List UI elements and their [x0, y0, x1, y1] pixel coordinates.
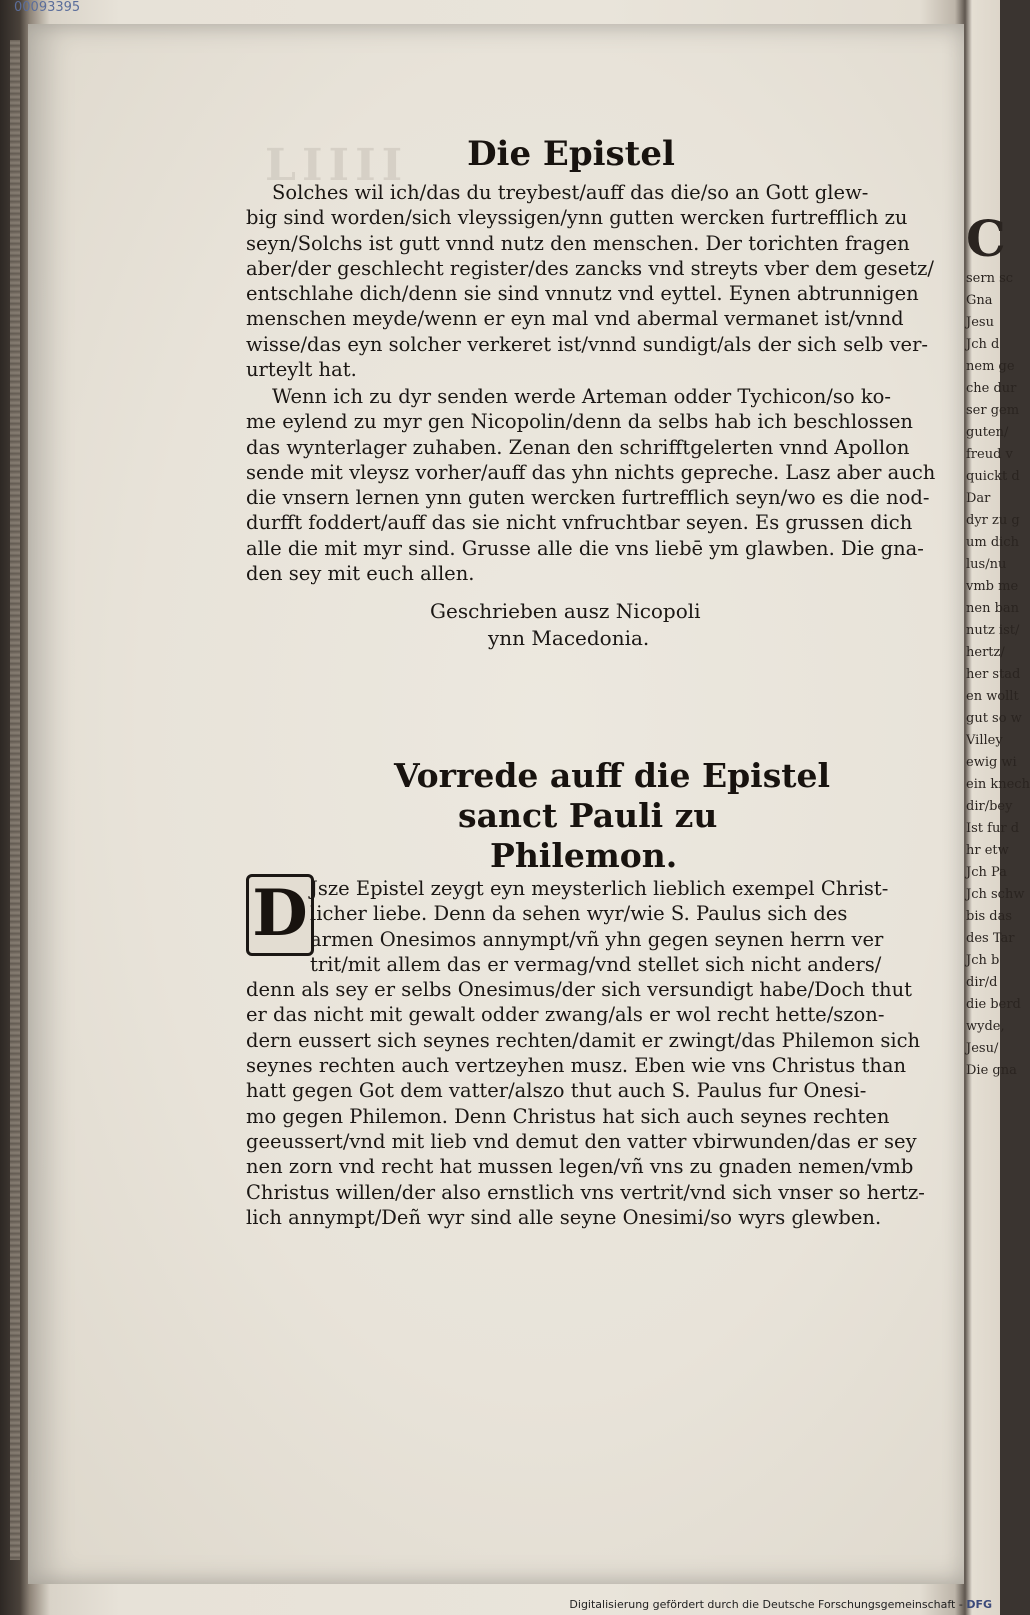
fragment-line: hertz/ — [966, 645, 1005, 660]
fragment-line: dir/bey — [966, 799, 1013, 814]
text-line: mo gegen Philemon. Denn Christus hat sich auch seynes rechten — [246, 1104, 890, 1128]
paragraph-1 — [246, 180, 934, 382]
text-line: armen Onesimos annympt/vñ yhn gegen seynen herrn ver — [310, 927, 884, 951]
fragment-line: nem ge — [966, 359, 1015, 374]
fragment-line: en wollt — [966, 689, 1019, 704]
colophon-line: ynn Macedonia. — [488, 626, 650, 650]
fragment-line: des Tar — [966, 931, 1015, 946]
fragment-line: freud v — [966, 447, 1013, 462]
paragraph-2 — [246, 384, 936, 586]
fragment-line: hr etw — [966, 843, 1009, 858]
fragment-line: Jch b — [966, 953, 1000, 968]
credit-text: Digitalisierung gefördert durch die Deutsche Forschungsgemeinschaft - — [569, 1598, 963, 1611]
text-line: denn als sey er selbs Onesimus/der sich versundigt habe/Doch thut — [246, 978, 912, 1002]
fragment-line: ein knech — [966, 777, 1030, 792]
heading-vorrede — [394, 756, 830, 876]
colophon — [430, 598, 701, 652]
fragment-line: Jch d — [966, 337, 1000, 352]
catalog-id: 00093395 — [14, 0, 81, 15]
text-line: durfft foddert/auff das sie nicht vnfruchtbar seyen. Es grussen dich — [246, 511, 913, 535]
fragment-line: wyde, — [966, 1019, 1005, 1034]
text-line: die vnsern lernen ynn guten wercken furtrefflich seyn/wo es die nod- — [246, 486, 930, 510]
fragment-line: C — [966, 209, 1006, 268]
fragment-line: sern sc — [966, 271, 1014, 286]
fragment-line: nutz ist/ — [966, 623, 1020, 638]
paragraph-3 — [246, 876, 925, 1230]
fragment-line: Gna — [966, 293, 993, 308]
heading-die-epistel: Die Epistel — [467, 134, 675, 174]
text-line: das wynterlager zuhaben. Zenan den schrifftgelerten vnnd Apollon — [246, 435, 910, 459]
fragment-line: Jch schw — [966, 887, 1025, 902]
fragment-line: vmb me — [966, 579, 1019, 594]
fragment-line: guten/ — [966, 425, 1009, 440]
fragment-line: che dur — [966, 381, 1017, 396]
text-line: dern eussert sich seynes rechten/damit er zwingt/das Philemon sich — [246, 1028, 921, 1052]
text-line: me eylend zu myr gen Nicopolin/denn da selbs hab ich beschlossen — [246, 410, 913, 434]
fragment-line: Jesu — [966, 315, 994, 330]
fragment-line: dyr zu g — [966, 513, 1020, 528]
heading-line: sanct Pauli zu — [458, 796, 718, 835]
fragment-line: ewig wi — [966, 755, 1017, 770]
adjacent-page-fragment — [966, 209, 1030, 1230]
fragment-line: gut so w — [966, 711, 1022, 726]
text-line: trit/mit allem das er vermag/vnd stellet sich nicht anders/ — [310, 952, 882, 976]
text-line: sende mit vleysz vorher/auff das yhn nichts gepreche. Lasz aber auch — [246, 460, 936, 484]
dfg-logo: DFG — [966, 1598, 992, 1611]
text-line: aber/der geschlecht register/des zancks vnd streyts vber dem gesetz/ — [246, 256, 934, 280]
text-line: Christus willen/der also ernstlich vns vertrit/vnd sich vnser so hertz- — [246, 1180, 925, 1204]
text-line: seyn/Solchs ist gutt vnnd nutz den menschen. Der torichten fragen — [246, 231, 910, 255]
text-line: er das nicht mit gewalt odder zwang/als er wol recht hette/szon- — [246, 1003, 885, 1027]
fragment-line: Villey — [966, 733, 1003, 748]
text-line: licher liebe. Denn da sehen wyr/wie S. Paulus sich des — [310, 902, 848, 926]
text-line: big sind worden/sich vleyssigen/ynn gutten wercken furtrefflich zu — [246, 206, 908, 230]
text-line: alle die mit myr sind. Grusse alle die vns liebē ym glawben. Die gna- — [246, 536, 924, 560]
fragment-line: um dich — [966, 535, 1019, 550]
fragment-line: nen ban — [966, 601, 1020, 616]
text-line: entschlahe dich/denn sie sind vnnutz vnd eyttel. Eynen abtrunnigen — [246, 282, 919, 306]
fragment-line: Jch Pa — [966, 865, 1007, 880]
fragment-line: Dar — [966, 491, 991, 506]
heading-line: Philemon. — [490, 836, 678, 875]
fragment-line: lus/nu — [966, 557, 1007, 572]
fragment-line: quickt d — [966, 469, 1020, 484]
page-stack-edge — [10, 40, 20, 1560]
colophon-line: Geschrieben ausz Nicopoli — [430, 599, 701, 623]
digitization-credit — [569, 1598, 992, 1611]
text-line: hatt gegen Got dem vatter/alszo thut auch S. Paulus fur Onesi- — [246, 1079, 867, 1103]
text-line: nen zorn vnd recht hat mussen legen/vñ vns zu gnaden nemen/vmb — [246, 1155, 914, 1179]
fragment-line: bis das — [966, 909, 1013, 924]
text-line: urteylt hat. — [246, 358, 357, 382]
text-line: menschen meyde/wenn er eyn mal vnd abermal vermanet ist/vnnd — [246, 307, 904, 331]
text-line: Wenn ich zu dyr senden werde Arteman odder Tychicon/so ko- — [272, 385, 891, 408]
fragment-line: Ist fur d — [966, 821, 1020, 836]
text-line: Solches wil ich/das du treybest/auff das die/so an Gott glew- — [272, 181, 869, 204]
fragment-line: Jesu/ — [966, 1041, 999, 1056]
fragment-line: die berd — [966, 997, 1021, 1012]
fragment-line: dir/d — [966, 975, 998, 990]
fragment-line: ser gem — [966, 403, 1020, 418]
fragment-line: her stad — [966, 667, 1021, 682]
text-line: geeussert/vnd mit lieb vnd demut den vatter vbirwunden/das er sey — [246, 1129, 917, 1153]
decorated-initial: D — [246, 874, 314, 956]
text-line: wisse/das eyn solcher verkeret ist/vnnd sundigt/als der sich selb ver- — [246, 332, 928, 356]
text-line: lich annympt/Deñ wyr sind alle seyne Onesimi/so wyrs glewben. — [246, 1205, 882, 1229]
heading-line: Vorrede auff die Epistel — [394, 756, 831, 795]
bleedthrough-header: LIIII — [265, 140, 409, 191]
text-line: Jsze Epistel zeygt eyn meysterlich lieblich exempel Christ- — [310, 877, 889, 900]
fragment-line: Die gna — [966, 1063, 1017, 1078]
text-line: den sey mit euch allen. — [246, 562, 475, 586]
text-line: seynes rechten auch vertzeyhen musz. Eben wie vns Christus than — [246, 1054, 907, 1078]
